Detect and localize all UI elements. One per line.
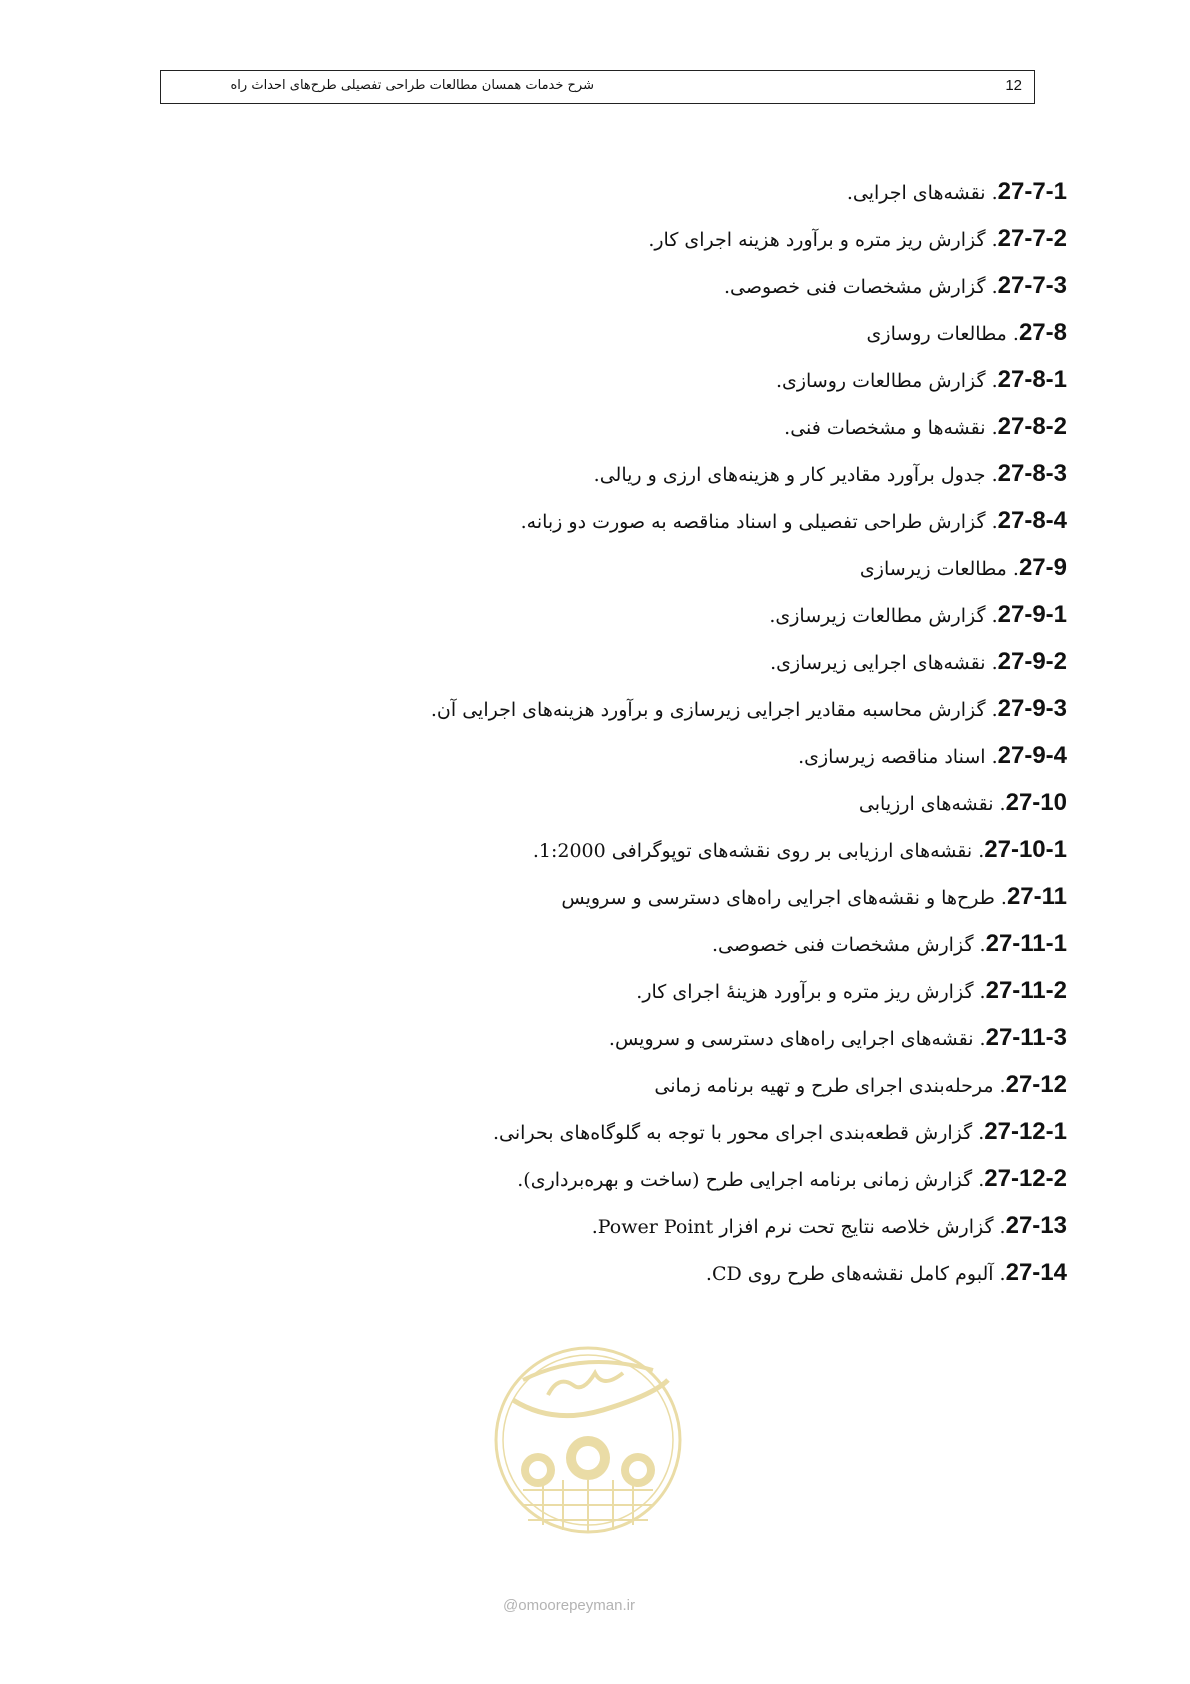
toc-item-text: جدول برآورد مقادیر کار و هزینه‌های ارزی و ریالی. <box>593 464 986 486</box>
toc-item-text: نقشه‌های ارزیابی <box>858 793 994 815</box>
toc-item-number: 27-8-4 <box>997 507 1067 534</box>
toc-item-text: گزارش ریز متره و برآورد هزینه اجرای کار. <box>648 229 986 251</box>
page-number: 12 <box>1005 77 1022 94</box>
toc-item-number: 27-7-1 <box>997 178 1067 205</box>
toc-item-text: گزارش قطعه‌بندی اجرای محور با توجه به گلوگاه‌های بحرانی. <box>493 1122 973 1144</box>
toc-item-text: نقشه‌های ارزیابی بر روی نقشه‌های توپوگرافی 1:2000. <box>532 840 973 862</box>
toc-item-number: 27-10 <box>1005 789 1067 816</box>
toc-item: 27-9-2. نقشه‌های اجرایی زیرسازی. <box>167 638 1067 685</box>
toc-item-text: اسناد مناقصه زیرسازی. <box>798 746 986 768</box>
toc-item: 27-8-2. نقشه‌ها و مشخصات فنی. <box>167 403 1067 450</box>
toc-item-number: 27-7-3 <box>997 272 1067 299</box>
toc-item: 27-11-3. نقشه‌های اجرایی راه‌های دسترسی و سرویس. <box>167 1014 1067 1061</box>
toc-item-number: 27-12 <box>1005 1071 1067 1098</box>
page-header <box>160 70 1035 104</box>
toc-item-text: مطالعات زیرسازی <box>859 558 1007 580</box>
toc-item-number: 27-12-1 <box>984 1118 1067 1145</box>
toc-item-text: طرح‌ها و نقشه‌های اجرایی راه‌های دسترسی و سرویس <box>561 887 995 909</box>
toc-item: 27-8-1. گزارش مطالعات روسازی. <box>167 356 1067 403</box>
toc-item-text: نقشه‌های اجرایی راه‌های دسترسی و سرویس. <box>608 1028 974 1050</box>
toc-item-text: آلبوم کامل نقشه‌های طرح روی CD. <box>705 1263 994 1285</box>
toc-item-number: 27-12-2 <box>984 1165 1067 1192</box>
toc-item-number: 27-9 <box>1018 554 1067 581</box>
toc-item-number: 27-13 <box>1005 1212 1067 1239</box>
toc-item-number: 27-7-2 <box>997 225 1067 252</box>
toc-item-number: 27-10-1 <box>984 836 1067 863</box>
watermark-logo <box>493 1340 683 1580</box>
toc-item-text: گزارش مطالعات روسازی. <box>775 370 986 392</box>
toc-item-number: 27-8 <box>1018 319 1067 346</box>
toc-item: 27-9-3. گزارش محاسبه مقادیر اجرایی زیرسازی و برآورد هزینه‌های اجرایی آن. <box>167 685 1067 732</box>
toc-item-number: 27-9-2 <box>997 648 1067 675</box>
toc-item: 27-11-1. گزارش مشخصات فنی خصوصی. <box>167 920 1067 967</box>
toc-item: 27-7-3. گزارش مشخصات فنی خصوصی. <box>167 262 1067 309</box>
toc-item: 27-13. گزارش خلاصه نتایج تحت نرم افزار Power Point. <box>167 1202 1067 1249</box>
toc-item-number: 27-8-2 <box>997 413 1067 440</box>
toc-item: 27-12. مرحله‌بندی اجرای طرح و تهیه برنامه زمانی <box>167 1061 1067 1108</box>
toc-item: 27-12-1. گزارش قطعه‌بندی اجرای محور با توجه به گلوگاه‌های بحرانی. <box>167 1108 1067 1155</box>
toc-item-text: گزارش زمانی برنامه اجرایی طرح (ساخت و بهره‌برداری). <box>517 1169 973 1191</box>
toc-item-number: 27-11-3 <box>985 1024 1067 1051</box>
toc-item: 27-9. مطالعات زیرسازی <box>167 544 1067 591</box>
toc-item: 27-12-2. گزارش زمانی برنامه اجرایی طرح (ساخت و بهره‌برداری). <box>167 1155 1067 1202</box>
toc-item-number: 27-8-1 <box>997 366 1067 393</box>
toc-item-number: 27-11-1 <box>985 930 1067 957</box>
watermark-url: @omoorepeyman.ir <box>503 1597 635 1614</box>
toc-item: 27-10-1. نقشه‌های ارزیابی بر روی نقشه‌های توپوگرافی 1:2000. <box>167 826 1067 873</box>
toc-list <box>167 168 1067 1296</box>
toc-item: 27-10. نقشه‌های ارزیابی <box>167 779 1067 826</box>
toc-item: 27-7-1. نقشه‌های اجرایی. <box>167 168 1067 215</box>
toc-item-text: گزارش خلاصه نتایج تحت نرم افزار Power Point. <box>591 1216 994 1238</box>
toc-item-number: 27-9-4 <box>997 742 1067 769</box>
toc-item-text: نقشه‌های اجرایی زیرسازی. <box>770 652 986 674</box>
toc-item: 27-9-1. گزارش مطالعات زیرسازی. <box>167 591 1067 638</box>
toc-item: 27-8-3. جدول برآورد مقادیر کار و هزینه‌های ارزی و ریالی. <box>167 450 1067 497</box>
toc-item: 27-8. مطالعات روسازی <box>167 309 1067 356</box>
toc-item-text: گزارش ریز متره و برآورد هزینهٔ اجرای کار. <box>636 981 974 1003</box>
toc-item: 27-14. آلبوم کامل نقشه‌های طرح روی CD. <box>167 1249 1067 1296</box>
toc-item: 27-11. طرح‌ها و نقشه‌های اجرایی راه‌های دسترسی و سرویس <box>167 873 1067 920</box>
toc-item-text: مطالعات روسازی <box>866 323 1007 345</box>
toc-item-text: گزارش مشخصات فنی خصوصی. <box>723 276 986 298</box>
toc-item: 27-9-4. اسناد مناقصه زیرسازی. <box>167 732 1067 779</box>
toc-item-text: گزارش طراحی تفصیلی و اسناد مناقصه به صورت دو زبانه. <box>520 511 986 533</box>
toc-item-text: گزارش مطالعات زیرسازی. <box>769 605 986 627</box>
toc-item-number: 27-8-3 <box>997 460 1067 487</box>
toc-item-text: گزارش محاسبه مقادیر اجرایی زیرسازی و برآورد هزینه‌های اجرایی آن. <box>430 699 986 721</box>
toc-item: 27-7-2. گزارش ریز متره و برآورد هزینه اجرای کار. <box>167 215 1067 262</box>
toc-item-text: نقشه‌ها و مشخصات فنی. <box>784 417 986 439</box>
toc-item-number: 27-9-3 <box>997 695 1067 722</box>
toc-item-number: 27-14 <box>1005 1259 1067 1286</box>
header-title: شرح خدمات همسان مطالعات طراحی تفصیلی طرح‌های احداث راه <box>230 78 594 93</box>
toc-item-number: 27-11 <box>1006 883 1067 910</box>
toc-item: 27-8-4. گزارش طراحی تفصیلی و اسناد مناقصه به صورت دو زبانه. <box>167 497 1067 544</box>
toc-item-text: گزارش مشخصات فنی خصوصی. <box>711 934 974 956</box>
toc-item: 27-11-2. گزارش ریز متره و برآورد هزینهٔ اجرای کار. <box>167 967 1067 1014</box>
toc-item-number: 27-11-2 <box>985 977 1067 1004</box>
toc-item-number: 27-9-1 <box>997 601 1067 628</box>
toc-item-text: مرحله‌بندی اجرای طرح و تهیه برنامه زمانی <box>654 1075 994 1097</box>
toc-item-text: نقشه‌های اجرایی. <box>846 182 986 204</box>
